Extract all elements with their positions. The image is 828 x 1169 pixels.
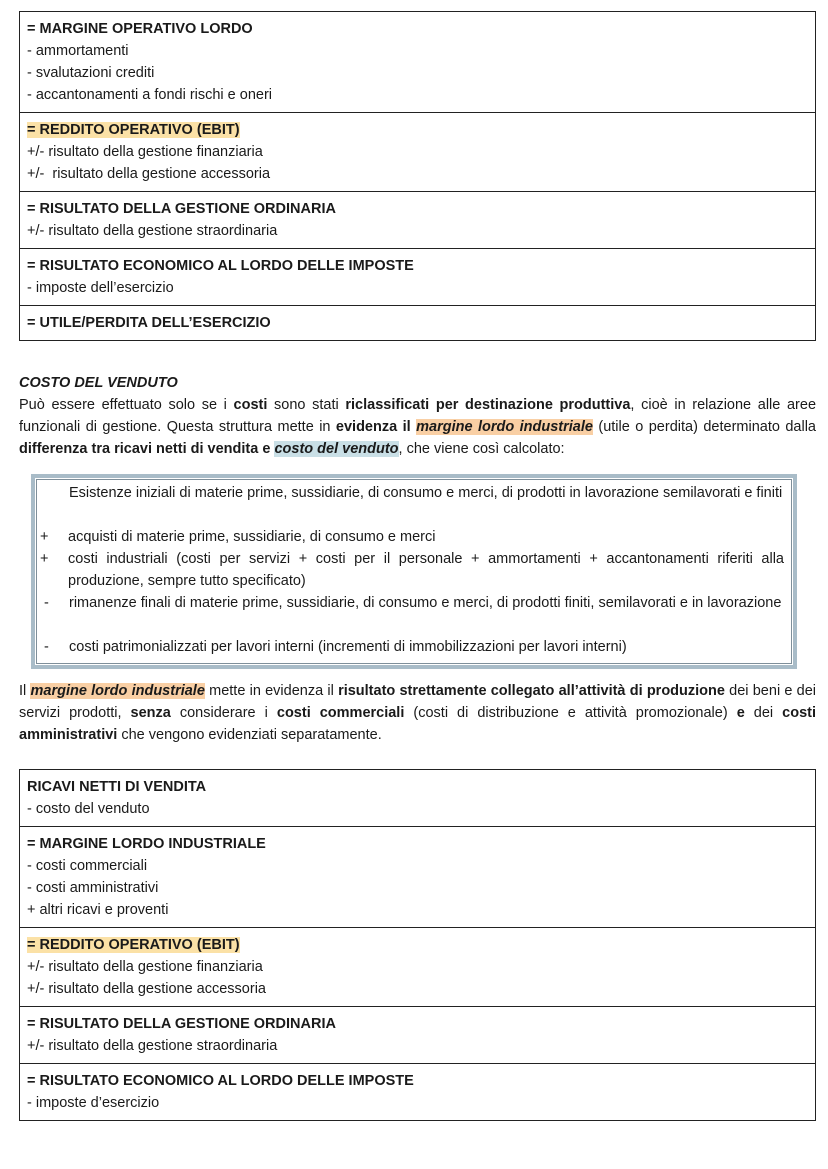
formula-text: rimanenze finali di materie prime, sussidiarie, di consumo e merci, di prodotti finiti, semilavorati e in lavorazione	[69, 595, 782, 611]
highlight-costo-venduto: costo del venduto	[274, 441, 399, 457]
text: dei beni e dei servizi prodotti,	[19, 683, 817, 721]
section-line: +/- risultato della gestione straordinaria	[27, 223, 278, 239]
section-heading-highlighted: = REDDITO OPERATIVO (EBIT)	[27, 122, 240, 138]
section-line: +/- risultato della gestione finanziaria	[27, 959, 263, 975]
section-heading: = MARGINE OPERATIVO LORDO	[27, 21, 253, 37]
formula-row	[36, 548, 784, 592]
section-line: - accantonamenti a fondi rischi e oneri	[27, 87, 273, 103]
section-line: - imposte dell’esercizio	[27, 280, 174, 296]
section-heading: = RISULTATO DELLA GESTIONE ORDINARIA	[27, 1016, 336, 1032]
paragraph-intro	[19, 394, 816, 460]
formula-sign: +	[40, 551, 49, 567]
bold-text: senza	[130, 705, 171, 721]
bold-text: costi amministrativi	[19, 705, 816, 743]
section-line: - costi commerciali	[27, 858, 148, 874]
text: che vengono evidenziati separatamente.	[117, 727, 382, 743]
income-statement-table-top	[19, 11, 816, 341]
table-section	[20, 12, 815, 112]
formula-row	[36, 482, 784, 504]
text: (costi di distribuzione e attività promozionale)	[404, 705, 737, 721]
bold-text: costi commerciali	[276, 705, 405, 721]
section-heading: = RISULTATO ECONOMICO AL LORDO DELLE IMPOSTE	[27, 1073, 414, 1089]
table-section	[20, 112, 815, 191]
bold-text: evidenza il	[335, 419, 411, 435]
table-section	[20, 927, 815, 1006]
text: Può essere effettuato solo se i	[19, 397, 234, 413]
table-section	[20, 248, 815, 305]
table-section	[20, 1006, 815, 1063]
section-line: - svalutazioni crediti	[27, 65, 155, 81]
table-section	[20, 770, 815, 826]
section-line: +/- risultato della gestione accessoria	[27, 166, 271, 182]
formula-sign: -	[44, 595, 49, 611]
formula-text: costi patrimonializzati per lavori interni (incrementi di immobilizzazioni per lavori interni)	[69, 639, 627, 655]
section-line: - costo del venduto	[27, 801, 150, 817]
bold-text: costi	[233, 397, 268, 413]
table-section	[20, 826, 815, 927]
formula-row	[36, 592, 784, 614]
section-heading: = MARGINE LORDO INDUSTRIALE	[27, 836, 266, 852]
formula-row	[36, 526, 784, 548]
text: , cioè in relazione alle aree funzionali di gestione. Questa struttura mette in	[19, 397, 817, 435]
text: , che viene così calcolato:	[398, 441, 565, 457]
section-line: - ammortamenti	[27, 43, 129, 59]
text: (utile o perdita) determinato dalla	[592, 419, 816, 435]
formula-text: costi industriali (costi per servizi + costi per il personale + ammortamenti + accantonamenti riferiti alla produzione, sempre tutto specificato)	[68, 551, 784, 589]
section-line: - imposte d’esercizio	[27, 1095, 160, 1111]
formula-text: acquisti di materie prime, sussidiarie, di consumo e merci	[68, 529, 436, 545]
section-heading: = RISULTATO ECONOMICO AL LORDO DELLE IMPOSTE	[27, 258, 414, 274]
section-line: + altri ricavi e proventi	[27, 902, 169, 918]
section-heading: = UTILE/PERDITA DELL’ESERCIZIO	[27, 315, 271, 331]
text: dei	[744, 705, 783, 721]
table-section	[20, 305, 815, 340]
bold-text: e	[736, 705, 745, 721]
income-statement-table-bottom	[19, 769, 816, 1121]
bold-text: risultato strettamente collegato all’attività di produzione	[338, 683, 725, 699]
formula-row	[36, 636, 784, 658]
text: mette in evidenza il	[204, 683, 339, 699]
table-section	[20, 1063, 815, 1120]
bold-text: riclassificati per destinazione produttiva	[345, 397, 631, 413]
table-section	[20, 191, 815, 248]
section-line: +/- risultato della gestione accessoria	[27, 981, 266, 997]
paragraph-margine	[19, 680, 816, 746]
text: Il	[19, 683, 31, 699]
formula-text: Esistenze iniziali di materie prime, sussidiarie, di consumo e merci, di prodotti in lavorazione semilavorati e finiti	[69, 485, 783, 501]
section-line: +/- risultato della gestione finanziaria	[27, 144, 263, 160]
text: considerare i	[170, 705, 277, 721]
formula-sign: +	[40, 529, 49, 545]
highlight-margine-lordo: margine lordo industriale	[30, 683, 205, 699]
section-heading: = RISULTATO DELLA GESTIONE ORDINARIA	[27, 201, 336, 217]
section-heading: RICAVI NETTI DI VENDITA	[27, 779, 207, 795]
highlight-margine-lordo: margine lordo industriale	[416, 419, 593, 435]
text: sono stati	[267, 397, 346, 413]
bold-text: differenza tra ricavi netti di vendita e	[19, 441, 271, 457]
section-heading-highlighted: = REDDITO OPERATIVO (EBIT)	[27, 937, 240, 953]
section-line: +/- risultato della gestione straordinaria	[27, 1038, 278, 1054]
section-line: - costi amministrativi	[27, 880, 159, 896]
formula-sign: -	[44, 639, 49, 655]
section-title: COSTO DEL VENDUTO	[19, 375, 178, 391]
